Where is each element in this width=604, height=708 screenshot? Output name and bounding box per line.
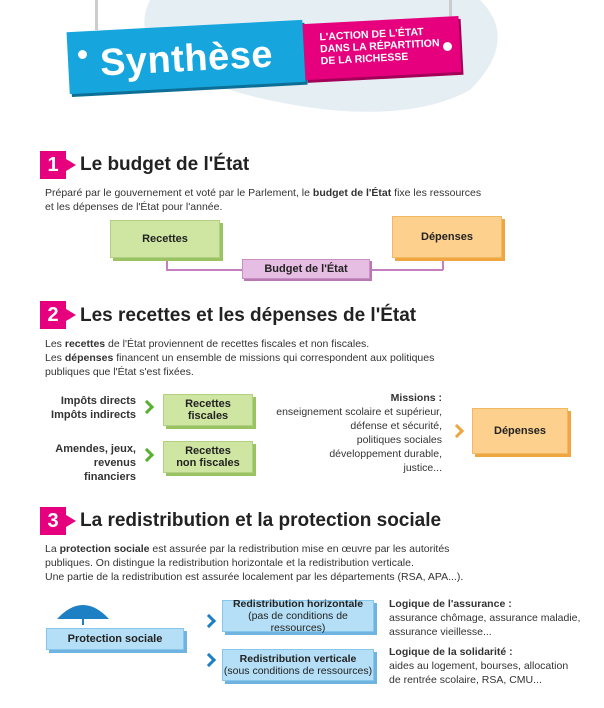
recettes-fiscales-box: Recettes fiscales [163,394,253,426]
umbrella-icon [55,597,111,627]
section-heading-2: Les recettes et les dépenses de l'État [80,305,417,326]
page-title: Synthèse [98,33,274,85]
pin-icon [76,48,89,61]
section3-text: La protection sociale est assurée par la redistribution mise en œuvre par les autorités publiques. On distingue la redistribution horizontale et la redistribution verticale. Une partie de la redistribution est assurée localement par les départements (RSA, APA...). [45,543,464,583]
section2-text: Les recettes de l'État proviennent de recettes fiscales et non fiscales. Les dépenses financent un ensemble de missions qui correspondent aux politiques publiques que l'État s'est fixées. [45,338,435,378]
page-subtitle: L'ACTION DE L'ÉTAT DANS LA RÉPARTITION DE LA RICHESSE [319,25,440,68]
missions-list: Missions : enseignement scolaire et supérieur, défense et sécurité, politiques sociales développement durable, justice... [276,392,442,474]
chevron-right-icon [202,653,216,667]
budget-box: Budget de l'État [242,259,370,279]
recettes-non-fiscales-box: Recettes non fiscales [163,441,253,473]
chevron-right-icon [450,424,464,438]
redistribution-horizontale-box: Redistribution horizontale (pas de conditions de ressources) [222,600,374,632]
logique-assurance: Logique de l'assurance : assurance chômage, assurance maladie, assurance vieillesse... [389,598,581,638]
section-heading-3: La redistribution et la protection sociale [80,510,442,531]
section-number-2: 2 [40,301,66,329]
chevron-right-icon [140,400,154,414]
chevron-right-icon [140,448,154,462]
banner-string-left [95,0,98,30]
connector-line [442,258,444,270]
section-number-1: 1 [40,151,66,179]
chevron-right-icon [202,614,216,628]
recettes-box: Recettes [110,220,220,258]
section-heading-1: Le budget de l'État [80,154,250,175]
source-fiscal: Impôts directs Impôts indirects [51,395,136,421]
logique-solidarite: Logique de la solidarité : aides au logement, bourses, allocation de rentrée scolaire, RSA, CMU... [389,646,569,686]
section1-text: Préparé par le gouvernement et voté par le Parlement, le budget de l'État fixe les ressources et les dépenses de l'État pour l'année. [45,187,482,213]
protection-sociale-box: Protection sociale [46,628,184,650]
redistribution-verticale-box: Redistribution verticale (sous conditions de ressources) [222,649,374,681]
source-non-fiscal: Amendes, jeux, revenus financiers [55,443,136,483]
depenses-box: Dépenses [392,216,502,258]
depenses-box-2: Dépenses [472,408,568,454]
section-number-3: 3 [40,507,66,535]
